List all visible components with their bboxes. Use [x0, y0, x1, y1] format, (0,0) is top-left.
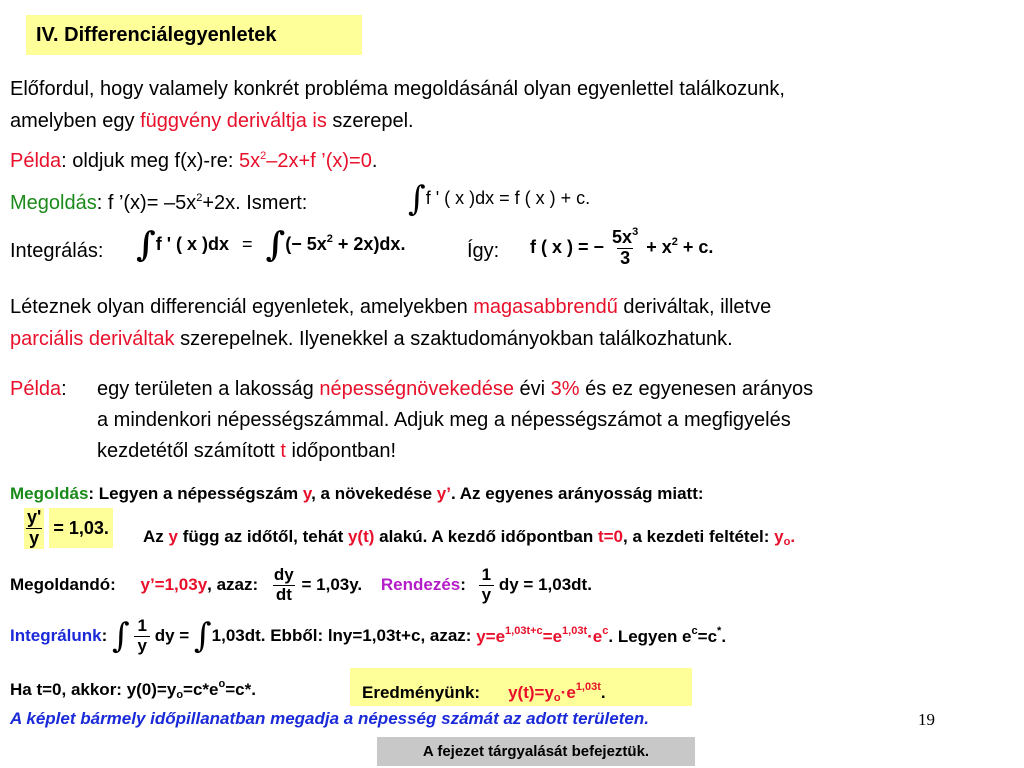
example1-label: Példa [10, 150, 62, 172]
example2-line-2: a mindenkori népességszámmal. Adjuk meg a népességszámot a megfigyelés [97, 409, 791, 431]
result-box: Eredményünk: $y(t)=y_o\cdot e^{1,03t}$. [350, 668, 692, 706]
solution1-label: Megoldás [10, 192, 97, 214]
intro-line-2 [10, 110, 414, 133]
higher-line-2: parciális deriváltak szerepelnek. Ilyenekkel a szaktudományokban találkozhatunk. [10, 328, 733, 350]
higher-line-1: Léteznek olyan differenciál egyenletek, amelyekben magasabbrendű deriváltak, illetve [10, 296, 772, 318]
example1-period: . [371, 150, 378, 172]
known-integral: ∫f ' ( x )dx = f ( x ) + c. [408, 179, 591, 219]
integration-label: Integrálás: [10, 240, 104, 262]
page-title: IV. Differenciálegyenletek [26, 15, 362, 55]
example2-line-3: kezdetétől számított t időpontban! [97, 440, 397, 462]
integral-sign-icon: ∫ [112, 616, 130, 657]
example1-line [10, 150, 377, 173]
solution2-line: Megoldás: Legyen a népességszám y, a növekedése y’. Az egyenes arányosság miatt: [10, 484, 704, 503]
dependency-line: Az y függ az időtől, tehát y(t) alakú. A kezdő időpontban t=0, a kezdeti feltétel: $y_o$. [143, 527, 796, 548]
integral-sign-icon: ∫ [193, 616, 212, 657]
one-over-y-fraction: $\frac{1}{y}$ [479, 566, 494, 604]
example1-text: : oldjuk meg f(x)-re: [61, 150, 239, 172]
intro-line-1: Előfordul, hogy valamely konkrét probléma megoldásánál olyan egyenlettel találkozunk, [10, 78, 785, 100]
integrate-fraction: $\frac{1}{y}$ [134, 617, 149, 655]
result-fraction: $\frac{5x^3}{3}$ [612, 226, 639, 268]
integration-equation: ∫f ' ( x )dx = ∫(− $5x^2 + 2x)dx$. [136, 225, 406, 265]
page-number: 19 [918, 710, 935, 729]
solve-line: Megoldandó: y’=1,03y, azaz: $\frac{dy}{dt}$ = 1,03y. Rendezés: $\frac{1}{y}$ dy = 1,03dt. [10, 565, 592, 604]
example2-label: Példa: [10, 378, 67, 400]
solution1-text: : f ’(x)= $-5x^2+2x$. Ismert: [96, 192, 308, 214]
chapter-finished-button[interactable]: A fejezet tárgyalását befejeztük. [377, 737, 695, 766]
dydt-fraction: $\frac{dy}{dt}$ [273, 565, 294, 604]
intro-text: amelyben egy [10, 110, 141, 132]
ratio-fraction: $\frac{y'}{y}$ [24, 508, 44, 549]
intro-highlight: függvény deriváltja is [140, 110, 327, 132]
final-line: Ha t=0, akkor: $y(0)=y_o=c*e^o=c*$. [10, 678, 256, 701]
conclusion: A képlet bármely időpillanatban megadja a népesség számát az adott területen. [10, 709, 649, 728]
solution1-line [10, 192, 307, 215]
integral-sign-icon: ∫ [265, 225, 286, 265]
igy-label: Így: [467, 240, 500, 262]
example1-equation: $5x^2-2x+f$ ’(x)=0 [238, 150, 372, 172]
example2-line-1: egy területen a lakosság népességnövekedése évi 3% és ez egyenesen arányos [97, 378, 814, 400]
ratio-equation: $\frac{y'}{y}$ = 1,03. [24, 508, 113, 549]
integrate-line: Integrálunk: ∫ $\frac{1}{y}$ dy = ∫1,03dt. Ebből: lny=1,03t+c, azaz: $y=e^{1,03t+c}=e^{1,03t}\cdot e^c$. Legyen $e^c=c^*$. [10, 616, 727, 657]
integral-sign-icon: ∫ [408, 179, 426, 219]
integral-sign-icon: ∫ [136, 225, 156, 265]
integration-result: f ( x ) = − $\frac{5x^3}{3}$ + $x^2 + c$. [530, 226, 714, 268]
intro-text-end: szerepel. [326, 110, 414, 132]
